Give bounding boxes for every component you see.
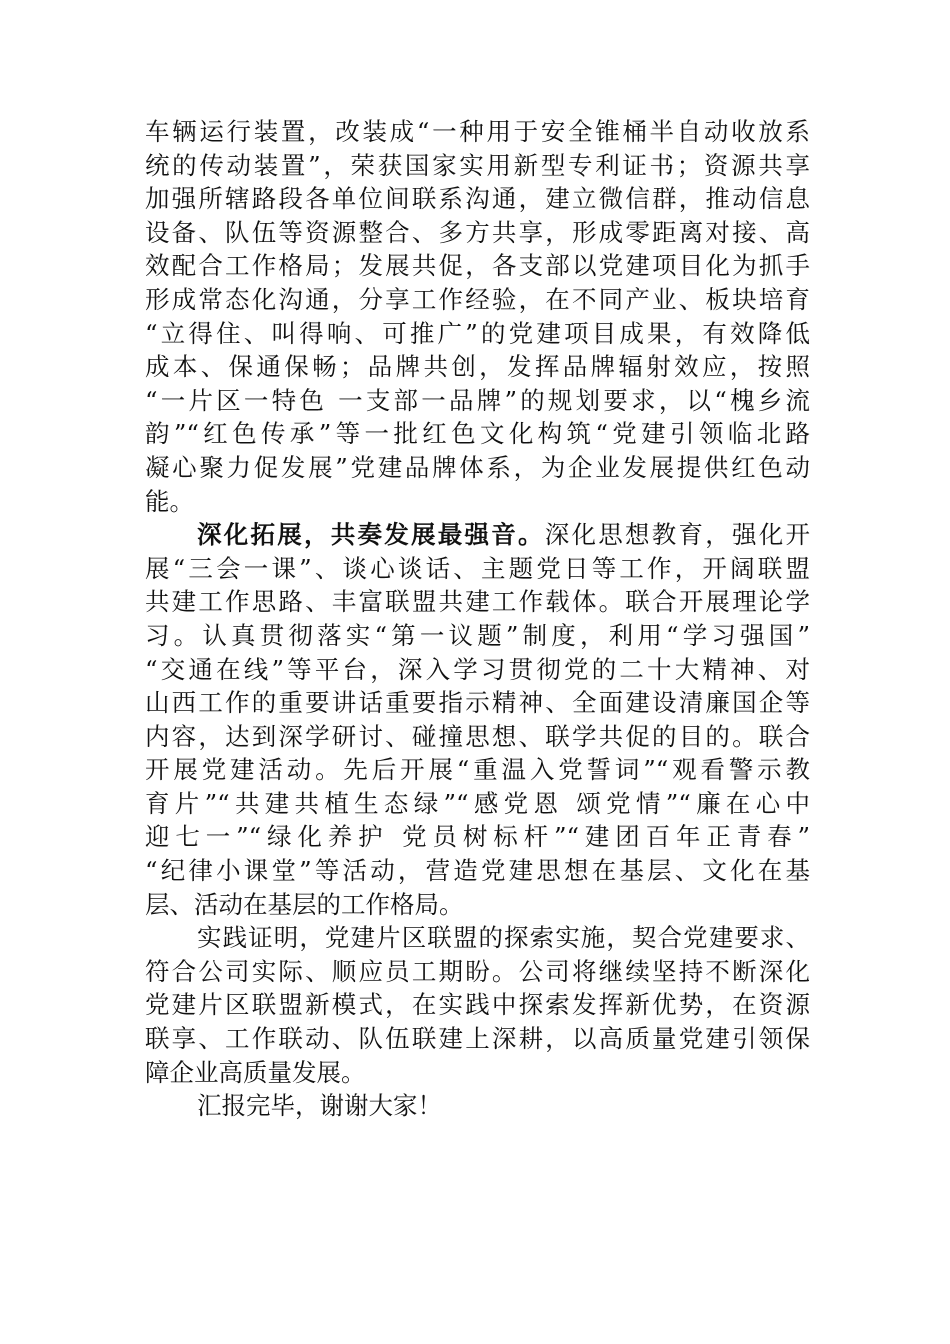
text-line: 层、活动在基层的工作格局。 [145, 889, 464, 919]
text-line: 内容，达到深学研讨、碰撞思想、联学共促的目的。联合 [145, 721, 810, 751]
text-line: 形成常态化沟通，分享工作经验，在不同产业、板块培育 [145, 284, 810, 314]
text-line: “纪律小课堂”等活动，营造党建思想在基层、文化在基 [145, 856, 810, 886]
text-line: 效配合工作格局；发展共促，各支部以党建项目化为抓手 [145, 251, 810, 281]
text-line: 符合公司实际、顺应员工期盼。公司将继续坚持不断深化 [145, 956, 810, 986]
text-line: 联享、工作联动、队伍联建上深耕，以高质量党建引领保 [145, 1024, 810, 1054]
text-line: 凝心聚力促发展”党建品牌体系，为企业发展提供红色动 [145, 452, 810, 482]
text-run: 深化思想教育，强化开 [544, 520, 810, 550]
text-line: 山西工作的重要讲话重要指示精神、全面建设清廉国企等 [145, 688, 810, 718]
text-line: “交通在线”等平台，深入学习贯彻党的二十大精神、对 [145, 654, 810, 684]
text-line: 展“三会一课”、谈心谈话、主题党日等工作，开阔联盟 [145, 553, 810, 583]
document-body [145, 115, 810, 1123]
text-line: 成本、保通保畅；品牌共创，发挥品牌辐射效应，按照 [145, 352, 810, 382]
text-line: 育片”“共建共植生态绿”“感党恩 颂党情”“廉在心中 [145, 788, 810, 818]
text-line: 障企业高质量发展。 [145, 1057, 366, 1087]
text-line: 能。 [145, 486, 194, 516]
text-line: 共建工作思路、丰富联盟共建工作载体。联合开展理论学 [145, 587, 810, 617]
text-line: “立得住、叫得响、可推广”的党建项目成果，有效降低 [145, 318, 810, 348]
paragraph-1 [145, 115, 810, 518]
closing-line: 汇报完毕，谢谢大家！ [197, 1091, 442, 1121]
text-line: 加强所辖路段各单位间联系沟通，建立微信群，推动信息 [145, 184, 810, 214]
paragraph-2 [145, 518, 810, 921]
text-line: “一片区一特色 一支部一品牌”的规划要求，以“槐乡流 [145, 385, 810, 415]
text-line: 设备、队伍等资源整合、多方共享，形成零距离对接、高 [145, 217, 810, 247]
section-heading: 深化拓展，共奏发展最强音。 [197, 520, 545, 550]
paragraph-first-line: 实践证明，党建片区联盟的探索实施，契合党建要求、 [197, 923, 810, 953]
text-line: 习。认真贯彻落实“第一议题”制度，利用“学习强国” [145, 620, 810, 650]
text-line: 党建片区联盟新模式，在实践中探索发挥新优势，在资源 [145, 990, 810, 1020]
paragraph-4 [145, 1089, 810, 1123]
text-line: 迎七一”“绿化养护 党员树标杆”“建团百年正青春” [145, 822, 810, 852]
text-line: 开展党建活动。先后开展“重温入党誓词”“观看警示教 [145, 755, 810, 785]
text-line: 车辆运行装置，改装成“一种用于安全锥桶半自动收放系 [145, 117, 810, 146]
text-line: 统的传动装置”，荣获国家实用新型专利证书；资源共享 [145, 150, 810, 180]
paragraph-first-line [145, 518, 810, 552]
paragraph-3 [145, 921, 810, 1089]
text-line: 韵”“红色传承”等一批红色文化构筑“党建引领临北路 [145, 419, 810, 449]
